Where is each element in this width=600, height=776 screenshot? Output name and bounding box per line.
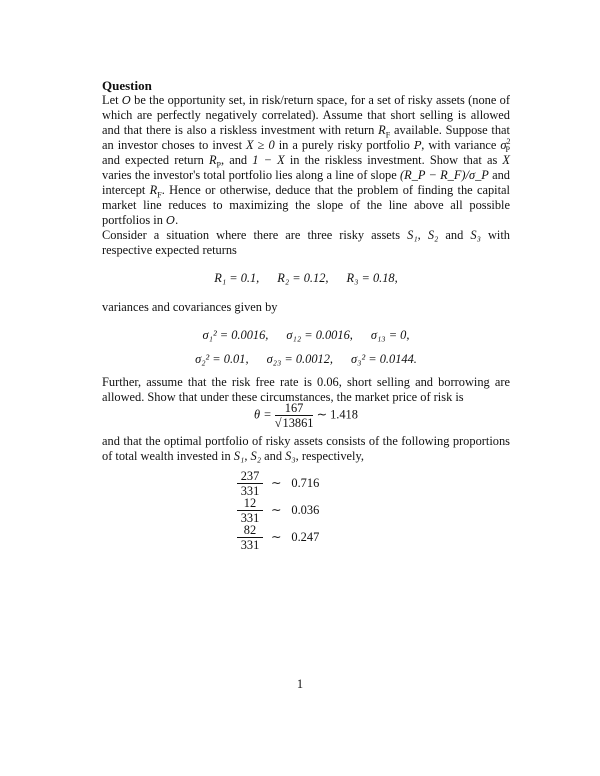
theta-denominator: √13861: [274, 416, 314, 430]
proportion-row: [237, 497, 510, 524]
text: ,: [417, 228, 428, 242]
math-one-minus-x: 1 − X: [252, 153, 285, 167]
covariance-row-2: [102, 352, 510, 367]
proportion-value: 0.036: [291, 503, 320, 517]
text: varies the investor's total portfolio lies along a line of slope: [102, 168, 400, 182]
math-sub: F: [385, 130, 391, 140]
approx-symbol: ∼: [271, 530, 282, 544]
covariance-23: σ₂₃ = 0.0012,: [266, 352, 334, 366]
text: ,: [244, 449, 251, 463]
math-sigma: σ: [500, 138, 507, 152]
math-R: R: [208, 153, 217, 167]
return-r3: R₃ = 0.18,: [346, 271, 398, 285]
covariance-row-1: [102, 328, 510, 343]
math-slope: (R_P − R_F)/σ_P: [400, 168, 489, 182]
opportunity-set-symbol: O: [166, 214, 176, 227]
variance-1: σ₁² = 0.0016,: [202, 328, 269, 342]
approx-symbol: ∼: [271, 476, 282, 490]
proportion-fraction: [237, 523, 263, 552]
text: Let: [102, 93, 122, 107]
math-x-condition: X ≥ 0: [246, 138, 275, 152]
theta-approx: ∼ 1.418: [316, 407, 358, 422]
proportion-fraction: [237, 496, 263, 525]
denominator: 331: [240, 511, 260, 525]
question-paragraph-5: [102, 434, 510, 464]
numerator: 237: [237, 469, 263, 484]
approx-symbol: ∼: [271, 503, 282, 517]
text: , and: [220, 153, 253, 167]
theta-lhs: θ =: [254, 407, 272, 422]
return-r1: R₁ = 0.1,: [214, 271, 260, 285]
text: in a purely risky portfolio: [274, 138, 414, 152]
math-R: R: [378, 123, 386, 137]
proportion-row: [237, 470, 510, 497]
proportion-fraction: [237, 469, 263, 498]
proportion-value: 0.716: [291, 476, 320, 490]
math-R: R: [149, 183, 158, 197]
proportion-value: 0.247: [291, 530, 320, 544]
denominator: 331: [240, 538, 260, 552]
denominator: 331: [240, 484, 260, 498]
market-price-of-risk-equation: [102, 401, 510, 430]
question-paragraph-3: variances and covariances given by: [102, 300, 278, 314]
question-heading: Question: [102, 78, 152, 93]
proportions-list: [237, 470, 510, 551]
math-sup: 2: [506, 136, 511, 146]
return-r2: R₂ = 0.12,: [277, 271, 329, 285]
text: and: [438, 228, 471, 242]
question-paragraph-4: Further, assume that the risk free rate is 0.06, short selling and borrowing are allowed. Show that under these circumstances, the market price of risk is: [102, 375, 510, 404]
text: and: [261, 449, 286, 463]
covariance-12: σ₁₂ = 0.0016,: [286, 328, 353, 342]
variance-3: σ₃² = 0.0144.: [351, 352, 417, 366]
theta-fraction: [275, 401, 314, 430]
text: and expected return: [102, 153, 209, 167]
text: and intercept: [102, 168, 510, 197]
text: . Hence or otherwise, deduce that the problem of finding the capital market line reduces to maximizing the slope of the line above all possible portfolios in: [102, 183, 510, 227]
text: .: [175, 213, 179, 227]
text: with respective expected returns: [102, 228, 510, 257]
math-s3: S₃: [470, 228, 481, 242]
math-sub: F: [157, 190, 162, 200]
math-s1: S₁: [407, 228, 418, 242]
proportion-row: [237, 524, 510, 551]
portfolio-symbol: P: [413, 139, 422, 152]
numerator: 82: [237, 523, 263, 538]
theta-numerator: 167: [275, 401, 314, 416]
question-paragraph-1: [102, 93, 510, 228]
math-s2: S₂: [427, 228, 439, 242]
math-sub: P: [505, 145, 510, 155]
text: available. Suppose that an investor choses to invest: [102, 123, 511, 152]
text: be the opportunity set, in risk/return space, for a set of risky assets (none of which are perfectly negatively correlated). Assume that short selling is allowed and that there is also a riskless investment with return: [102, 93, 510, 137]
math-s2: S₂: [250, 449, 262, 463]
text: , respectively,: [295, 449, 364, 463]
document-page: [102, 78, 510, 551]
text: and that the optimal portfolio of risky assets consists of the following proportions of total wealth invested in: [102, 434, 510, 463]
math-s3: S₃: [285, 449, 296, 463]
math-sub: P: [216, 160, 221, 170]
question-paragraph-2: [102, 228, 510, 258]
theta-sqrt-value: 13861: [282, 416, 314, 430]
numerator: 12: [237, 496, 263, 511]
text: Consider a situation where there are three risky assets: [102, 228, 408, 242]
variance-2: σ₂² = 0.01,: [195, 352, 249, 366]
covariance-13: σ₁₃ = 0,: [370, 328, 410, 342]
returns-equation: [102, 271, 510, 286]
text: , with variance: [421, 138, 501, 152]
math-s1: S₁: [233, 449, 245, 463]
math-x: X: [502, 153, 510, 167]
page-number: 1: [296, 677, 304, 691]
opportunity-set-symbol: O: [121, 94, 131, 107]
text: in the riskless investment. Show that as: [284, 153, 503, 167]
